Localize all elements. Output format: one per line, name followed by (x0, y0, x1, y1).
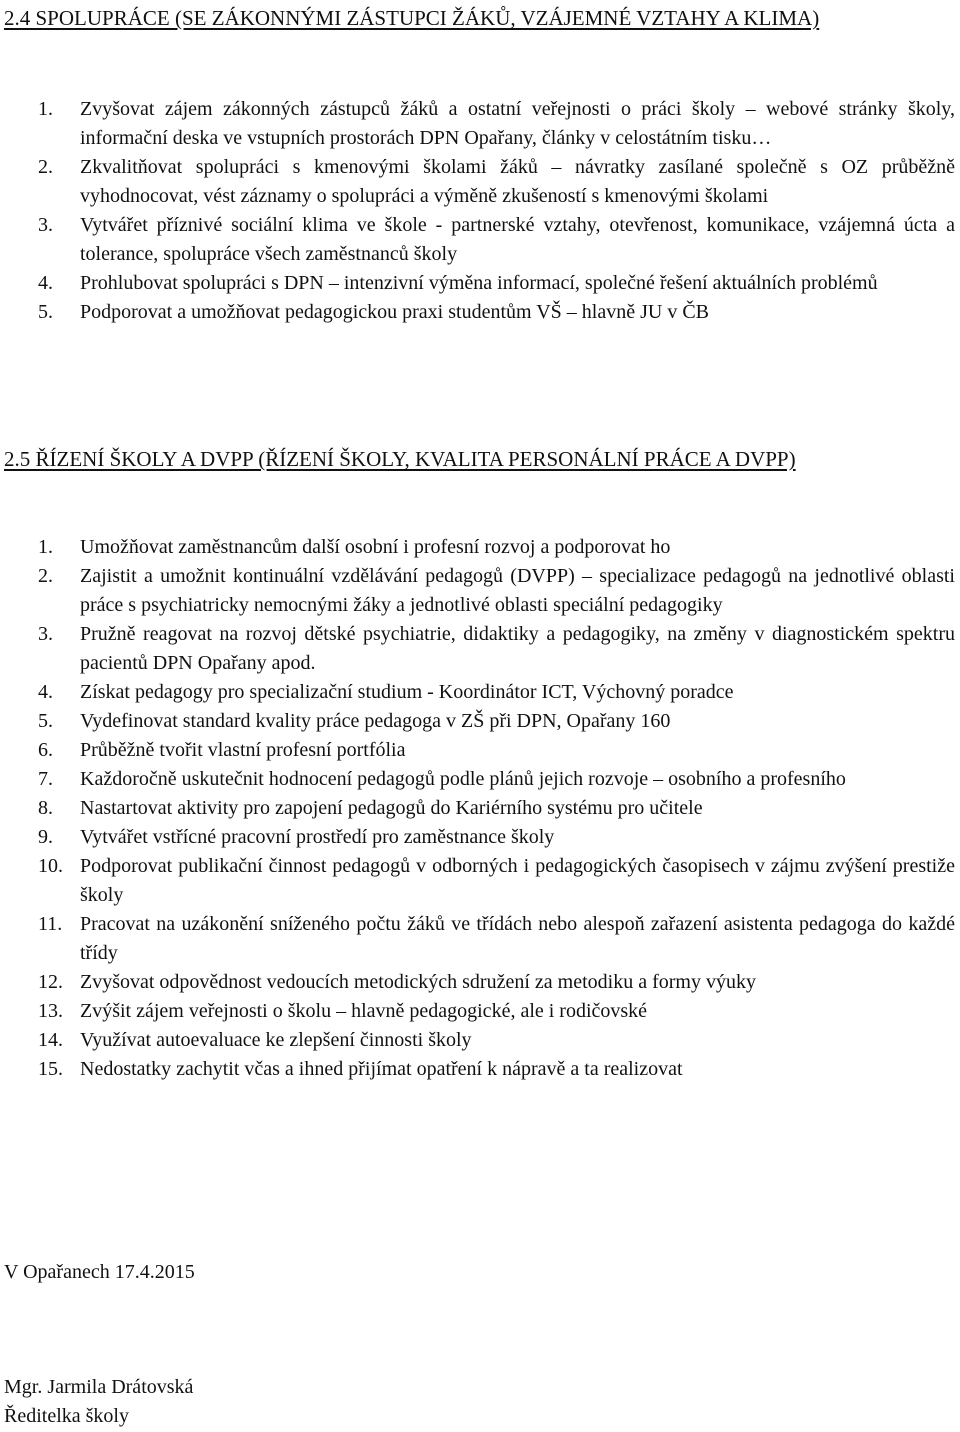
list-item-text: Nedostatky zachytit včas a ihned přijímat opatření k nápravě a ta realizovat (80, 1058, 683, 1080)
list-item-number: 15. (38, 1058, 63, 1080)
list-item-number: 5. (38, 710, 53, 732)
list-item-number: 11. (38, 913, 63, 935)
list-item (0, 707, 955, 736)
list-item-number: 4. (38, 272, 53, 294)
list-item (0, 269, 955, 298)
list-item-text: Podporovat a umožňovat pedagogickou praxi studentům VŠ – hlavně JU v ČB (80, 301, 709, 323)
list-item-text: Umožňovat zaměstnancům další osobní i profesní rozvoj a podporovat ho (80, 536, 671, 558)
list-item-number: 2. (38, 156, 53, 178)
list-item-number: 1. (38, 536, 53, 558)
list-item-number: 8. (38, 797, 53, 819)
list-item-number: 3. (38, 214, 53, 236)
list-item (0, 765, 955, 794)
list-item (0, 968, 955, 997)
list-item-number: 14. (38, 1029, 63, 1051)
list-item-number: 1. (38, 98, 53, 120)
list-item-text: Prohlubovat spolupráci s DPN – intenzivní výměna informací, společné řešení aktuálních problémů (80, 272, 878, 294)
list-item-number: 7. (38, 768, 53, 790)
list-item-text: Podporovat publikační činnost pedagogů v odborných i pedagogických časopisech v zájmu zvýšení prestiže školy (80, 855, 955, 906)
list-item (0, 736, 955, 765)
section1-list (0, 95, 955, 327)
list-item (0, 211, 955, 269)
list-item-number: 2. (38, 565, 53, 587)
list-item-number: 9. (38, 826, 53, 848)
list-item (0, 678, 955, 707)
list-item (0, 910, 955, 968)
list-item-text: Zvyšovat odpovědnost vedoucích metodických sdružení za metodiku a formy výuky (80, 971, 756, 993)
signatory-role: Ředitelka školy (4, 1405, 129, 1427)
list-item-number: 6. (38, 739, 53, 761)
list-item-text: Vydefinovat standard kvality práce pedagoga v ZŠ při DPN, Opařany 160 (80, 710, 671, 732)
list-item-text: Pružně reagovat na rozvoj dětské psychiatrie, didaktiky a pedagogiky, na změny v diagnostickém spektru pacientů DPN Opařany apod. (80, 623, 955, 674)
list-item-text: Pracovat na uzákonění sníženého počtu žáků ve třídách nebo alespoň zařazení asistenta pedagoga do každé třídy (80, 913, 955, 964)
list-item (0, 562, 955, 620)
list-item-number: 13. (38, 1000, 63, 1022)
signatory-name: Mgr. Jarmila Drátovská (4, 1376, 194, 1398)
list-item-text: Zvyšovat zájem zákonných zástupců žáků a ostatní veřejnosti o práci školy – webové stránky školy, informační deska ve vstupních prostorách DPN Opařany, články v celostátním tisku… (80, 98, 955, 149)
list-item-text: Zkvalitňovat spolupráci s kmenovými školami žáků – návratky zasílané společně s OZ průběžně vyhodnocovat, vést záznamy o spolupráci a výměně zkušeností s kmenovými školami (80, 156, 955, 207)
section-heading-rizeni-skoly: 2.5 ŘÍZENÍ ŠKOLY A DVPP (ŘÍZENÍ ŠKOLY, KVALITA PERSONÁLNÍ PRÁCE A DVPP) (4, 447, 796, 471)
list-item-text: Nastartovat aktivity pro zapojení pedagogů do Kariérního systému pro učitele (80, 797, 703, 819)
list-item-text: Zajistit a umožnit kontinuální vzdělávání pedagogů (DVPP) – specializace pedagogů na jednotlivé oblasti práce s psychiatricky nemocnými žáky a jednotlivé oblasti speciální pedagogiky (80, 565, 955, 616)
list-item-number: 5. (38, 301, 53, 323)
list-item (0, 823, 955, 852)
list-item (0, 852, 955, 910)
list-item-text: Získat pedagogy pro specializační studium - Koordinátor ICT, Výchovný poradce (80, 681, 734, 703)
list-item (0, 794, 955, 823)
section-heading-spoluprace: 2.4 SPOLUPRÁCE (SE ZÁKONNÝMI ZÁSTUPCI ŽÁKŮ, VZÁJEMNÉ VZTAHY A KLIMA) (4, 6, 820, 30)
list-item (0, 533, 955, 562)
list-item (0, 1026, 955, 1055)
list-item-text: Průběžně tvořit vlastní profesní portfólia (80, 739, 406, 761)
list-item (0, 153, 955, 211)
list-item-number: 3. (38, 623, 53, 645)
list-item-text: Využívat autoevaluace ke zlepšení činnosti školy (80, 1029, 472, 1051)
list-item (0, 620, 955, 678)
list-item-number: 4. (38, 681, 53, 703)
place-and-date: V Opařanech 17.4.2015 (4, 1261, 195, 1283)
list-item (0, 997, 955, 1026)
list-item-number: 10. (38, 855, 63, 877)
list-item-text: Vytvářet vstřícné pracovní prostředí pro zaměstnance školy (80, 826, 555, 848)
section2-list (0, 533, 955, 1084)
list-item (0, 95, 955, 153)
list-item (0, 1055, 955, 1084)
list-item-number: 12. (38, 971, 63, 993)
list-item-text: Každoročně uskutečnit hodnocení pedagogů podle plánů jejich rozvoje – osobního a profesního (80, 768, 846, 790)
list-item-text: Vytvářet příznivé sociální klima ve škole - partnerské vztahy, otevřenost, komunikace, vzájemná úcta a tolerance, spolupráce všech zaměstnanců školy (80, 214, 955, 265)
list-item (0, 298, 955, 327)
list-item-text: Zvýšit zájem veřejnosti o školu – hlavně pedagogické, ale i rodičovské (80, 1000, 648, 1022)
